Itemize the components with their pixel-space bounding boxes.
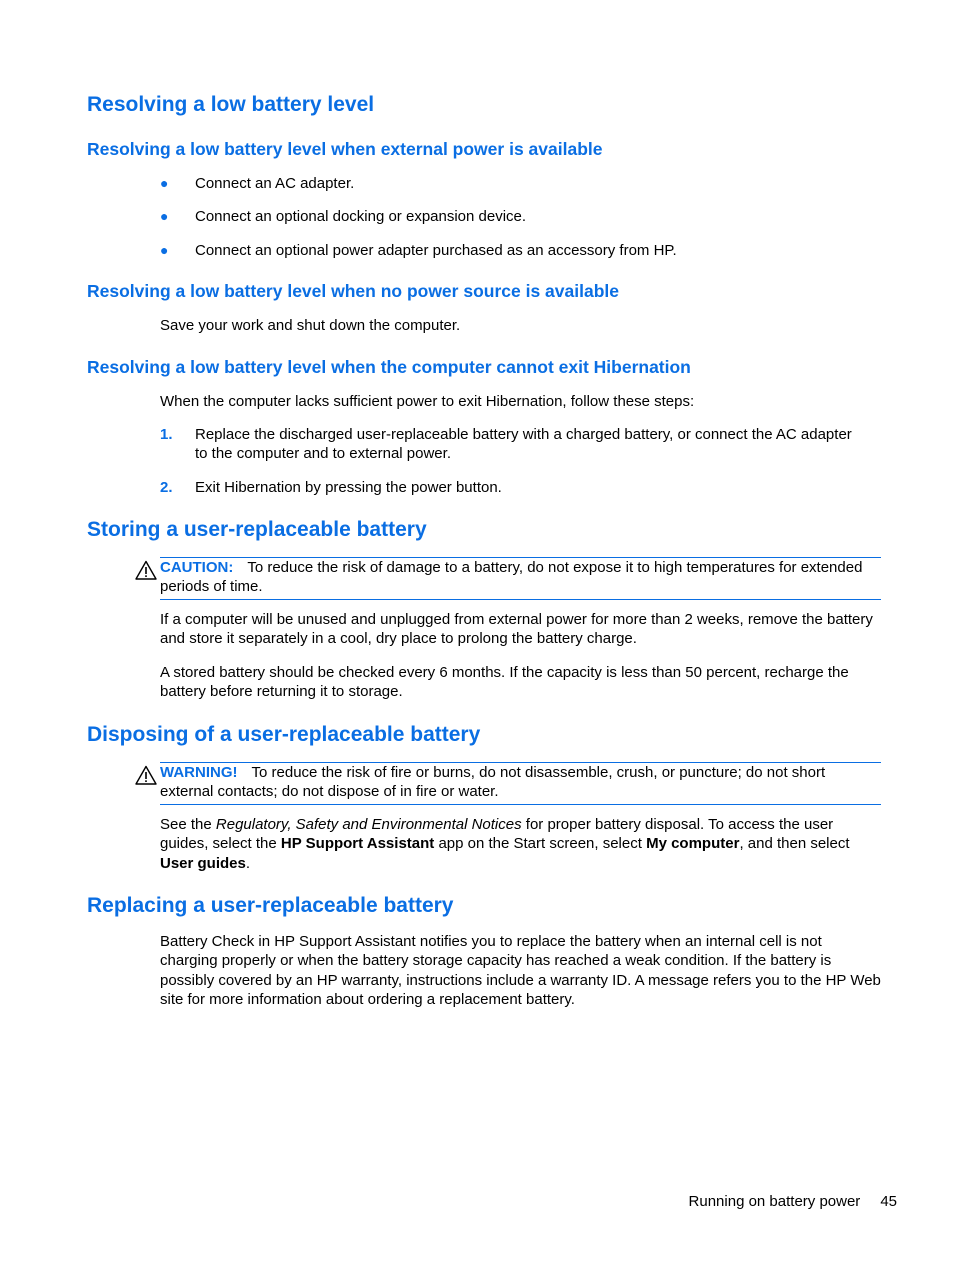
warning-label: WARNING! <box>160 764 238 781</box>
caution-notice <box>160 557 881 600</box>
bullet-icon: ● <box>160 242 169 258</box>
step-text: Replace the discharged user-replaceable battery with a charged battery, or connect the AC adapter to the computer and to external power. <box>195 426 852 463</box>
paragraph-replacing: Battery Check in HP Support Assistant notifies you to replace the battery when an internal cell is not charging properly or when the battery storage capacity has reached a weak condition. If the battery is possibly covered by an HP warranty, instructions include a warranty ID. A message refers you to the HP Web site for more information about ordering a replacement battery. <box>160 933 881 1008</box>
menu-name: User guides <box>160 854 246 872</box>
notices-title: Regulatory, Safety and Environmental Notices <box>215 816 522 833</box>
footer-chapter: Running on battery power <box>688 1193 861 1210</box>
warning-triangle-icon <box>135 765 157 785</box>
warning-triangle-icon <box>135 560 157 580</box>
subsection-title-external-power: Resolving a low battery level when external power is available <box>87 139 603 159</box>
app-name: HP Support Assistant <box>280 835 435 853</box>
page-number: 45 <box>880 1193 897 1210</box>
warning-text: To reduce the risk of fire or burns, do not disassemble, crush, or puncture; do not short external contacts; do not dispose of in fire or water. <box>160 764 826 801</box>
paragraph-no-power: Save your work and shut down the computer. <box>160 317 461 334</box>
text-run: app on the Start screen, select <box>434 835 647 853</box>
step-text: Exit Hibernation by pressing the power button. <box>195 479 502 496</box>
caution-text: To reduce the risk of damage to a battery, do not expose it to high temperatures for extended periods of time. <box>160 559 863 596</box>
list-item-text: Connect an optional power adapter purchased as an accessory from HP. <box>195 242 677 259</box>
bullet-icon: ● <box>160 208 169 224</box>
step-number: 2. <box>160 479 173 496</box>
page-footer <box>600 1192 897 1211</box>
text-run: See the <box>160 816 216 833</box>
text-run: . <box>245 854 251 872</box>
step-number: 1. <box>160 426 173 443</box>
list-item-text: Connect an optional docking or expansion device. <box>195 208 527 225</box>
section-title-storing: Storing a user-replaceable battery <box>87 518 427 541</box>
subsection-title-hibernation: Resolving a low battery level when the computer cannot exit Hibernation <box>87 357 691 377</box>
menu-name: My computer <box>646 835 740 853</box>
section-title-disposing: Disposing of a user-replaceable battery <box>87 723 481 746</box>
caution-label: CAUTION: <box>160 559 234 576</box>
subsection-title-no-power: Resolving a low battery level when no power source is available <box>87 281 619 301</box>
section-title-replacing: Replacing a user-replaceable battery <box>87 894 454 917</box>
text-run: , and then select <box>739 835 850 853</box>
section-title-resolving: Resolving a low battery level <box>87 93 375 116</box>
text-run: for proper battery disposal. To access the user guides, select the <box>160 816 834 853</box>
paragraph-storing-2: A stored battery should be checked every 6 months. If the capacity is less than 50 percent, recharge the battery before returning it to storage. <box>160 664 849 701</box>
paragraph-disposing <box>160 815 882 873</box>
paragraph-storing-1: If a computer will be unused and unplugged from external power for more than 2 weeks, remove the battery and store it separately in a cool, dry place to prolong the battery charge. <box>160 611 873 648</box>
paragraph-hibernation-intro: When the computer lacks sufficient power to exit Hibernation, follow these steps: <box>160 393 695 410</box>
list-item-text: Connect an AC adapter. <box>195 175 355 192</box>
bullet-icon: ● <box>160 175 169 191</box>
warning-notice <box>160 762 881 805</box>
